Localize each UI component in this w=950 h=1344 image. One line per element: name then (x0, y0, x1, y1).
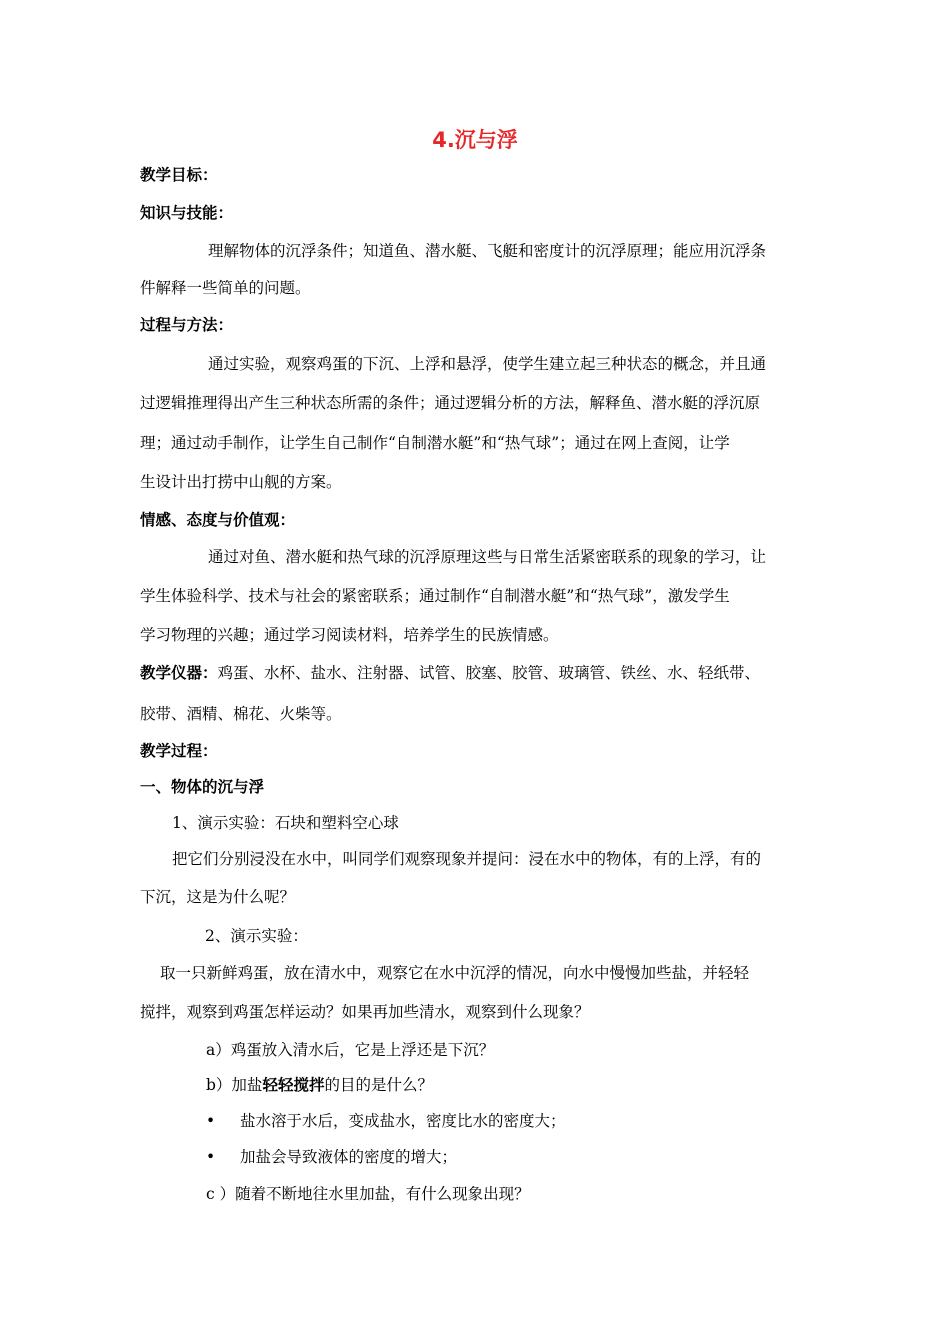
demo2-title: 2、演示实验： (205, 927, 308, 945)
process-text-line: 过逻辑推理得出产生三种状态所需的条件；通过逻辑分析的方法，解释鱼、潜水艇的浮沉原 (140, 394, 761, 412)
process-text-line: 理；通过动手制作，让学生自己制作“自制潜水艇”和“热气球”；通过在网上查阅，让学 (140, 434, 730, 452)
demo2-text-line: 搅拌，观察到鸡蛋怎样运动？如果再加些清水，观察到什么现象？ (140, 1003, 590, 1021)
demo2-text-line: 取一只新鲜鸡蛋，放在清水中，观察它在水中沉浮的情况，向水中慢慢加些盐，并轻轻 (160, 964, 750, 982)
question-b (206, 1074, 886, 1096)
bullet-item (206, 1146, 886, 1168)
bullet-text: 加盐会导致液体的密度的增大； (240, 1148, 458, 1166)
page-title: 4.沉与浮 (432, 128, 518, 152)
attitude-text-line: 通过对鱼、潜水艇和热气球的沉浮原理这些与日常生活紧密联系的现象的学习，让 (208, 548, 767, 566)
knowledge-text-line: 件解释一些简单的问题。 (140, 279, 311, 297)
bullet-item (206, 1110, 886, 1132)
question-a: a）鸡蛋放入清水后，它是上浮还是下沉？ (206, 1041, 495, 1059)
demo1-text-line: 把它们分别浸没在水中，叫同学们观察现象并提问：浸在水中的物体，有的上浮，有的 (172, 850, 762, 868)
bullet-text: 盐水溶于水后，变成盐水，密度比水的密度大； (240, 1112, 566, 1130)
equipment-text: 鸡蛋、水杯、盐水、注射器、试管、胶塞、胶管、玻璃管、铁丝、水、轻纸带、 (217, 664, 761, 682)
question-b-emphasis: 轻轻搅拌 (262, 1076, 325, 1094)
attitude-text-line: 学生体验科学、技术与社会的紧密联系；通过制作“自制潜水艇”和“热气球”，激发学生 (140, 587, 730, 605)
knowledge-text-line: 理解物体的沉浮条件；知道鱼、潜水艇、飞艇和密度计的沉浮原理；能应用沉浮条 (208, 242, 767, 260)
demo1-title: 1、演示实验：石块和塑料空心球 (172, 814, 399, 832)
question-c: c ）随着不断地往水里加盐，有什么现象出现？ (206, 1185, 530, 1203)
demo1-text-line: 下沉，这是为什么呢？ (140, 888, 296, 906)
process-text-line: 通过实验，观察鸡蛋的下沉、上浮和悬浮，使学生建立起三种状态的概念，并且通 (208, 355, 767, 373)
procedure-heading: 教学过程： (140, 742, 218, 760)
equipment-text-line: 胶带、酒精、棉花、火柴等。 (140, 705, 342, 723)
question-b-prefix: b）加盐 (206, 1076, 263, 1094)
attitude-text-line: 学习物理的兴趣；通过学习阅读材料，培养学生的民族情感。 (140, 626, 559, 644)
objectives-heading: 教学目标： (140, 166, 218, 184)
process-heading: 过程与方法： (140, 316, 234, 334)
attitude-heading: 情感、态度与价值观： (140, 511, 296, 529)
bullet-icon: • (206, 1148, 216, 1166)
equipment-label: 教学仪器： (140, 664, 218, 682)
section1-heading: 一、物体的沉与浮 (140, 778, 265, 796)
knowledge-heading: 知识与技能： (140, 204, 234, 222)
bullet-icon: • (206, 1112, 216, 1130)
equipment-line (140, 662, 820, 684)
question-b-suffix: 的目的是什么？ (324, 1076, 433, 1094)
process-text-line: 生设计出打捞中山舰的方案。 (140, 473, 342, 491)
